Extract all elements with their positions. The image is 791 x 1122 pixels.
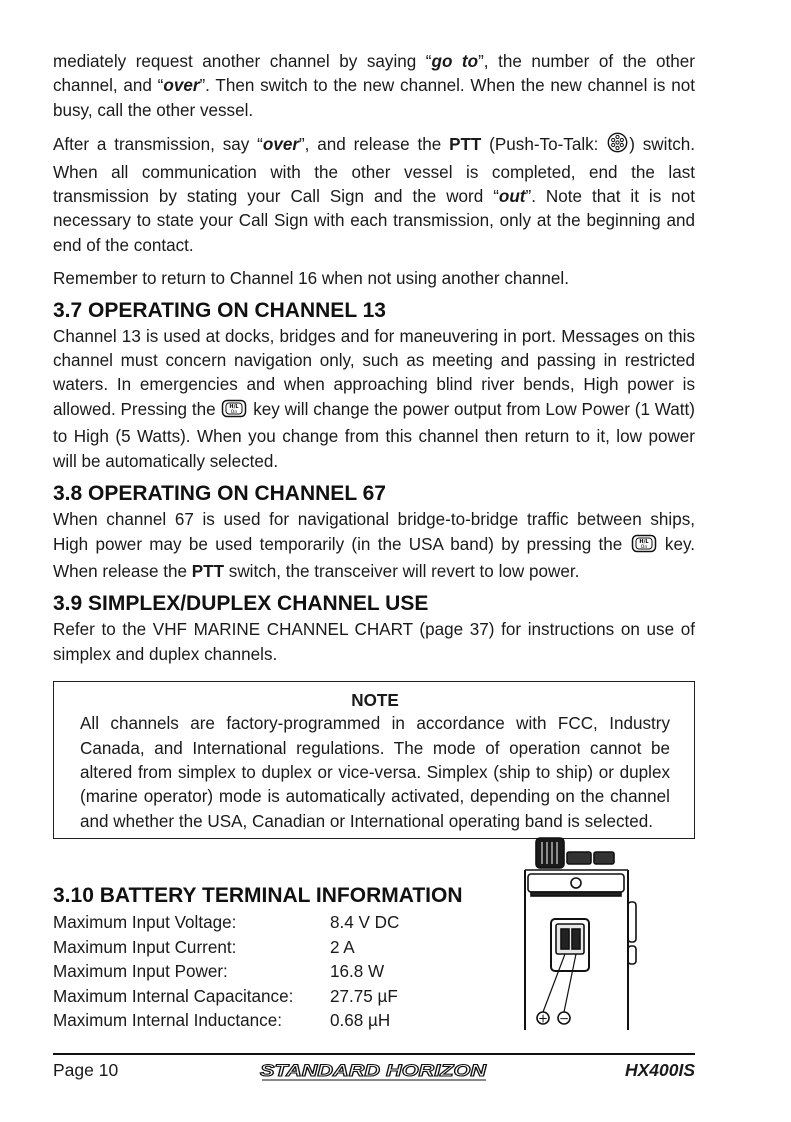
- minus-terminal-label: −: [558, 1011, 570, 1026]
- paragraph-after-transmission: After a transmission, say “over”, and release the PTT (Push-To-Talk: ) switch. When all communication with the other vessel is completed, end the last transmission by stating your Call Sign and the word “out”. Note that it is not necessary to state your Call Sign with each transmission, only at the beginning and end of the contact.: [53, 132, 695, 258]
- section-heading-3-8: 3.8 OPERATING ON CHANNEL 67: [53, 482, 386, 506]
- spec-row: [53, 985, 399, 1010]
- spec-value: 27.75 µF: [330, 986, 398, 1006]
- page-content: [53, 50, 696, 1031]
- page-number: Page 10: [53, 1060, 119, 1080]
- model-name: HX400IS: [624, 1060, 695, 1080]
- spec-label: Maximum Internal Capacitance:: [53, 986, 294, 1006]
- section-body-3-8: When channel 67 is used for navigational bridge-to-bridge traffic between ships, High power may be used temporarily (in the USA band) by pressing the H/L On key. When release the PTT switch, the transceiver will revert to low power.: [53, 510, 695, 581]
- spec-row: [53, 936, 399, 961]
- paragraph-return-channel-16: Remember to return to Channel 16 when not using another channel.: [53, 269, 569, 289]
- spec-row: [53, 1009, 399, 1034]
- note-title: NOTE: [351, 691, 399, 711]
- section-heading-3-9: 3.9 SIMPLEX/DUPLEX CHANNEL USE: [53, 592, 429, 616]
- svg-text:H/L: H/L: [639, 538, 649, 545]
- paragraph-go-to: mediately request another channel by saying “go to”, the number of the other channel, and “over”. Then switch to the new channel. When the new channel is not busy, call the other vessel.: [53, 52, 695, 120]
- section-heading-3-10: 3.10 BATTERY TERMINAL INFORMATION: [53, 884, 463, 907]
- brand-logo: [258, 1058, 490, 1089]
- battery-terminal-section: [53, 882, 513, 1034]
- spec-label: Maximum Input Current:: [53, 937, 237, 957]
- spec-label: Maximum Internal Inductance:: [53, 1011, 282, 1031]
- spec-row: [53, 911, 399, 936]
- spec-value: 2 A: [330, 937, 355, 957]
- plus-terminal-label: +: [537, 1011, 549, 1026]
- spec-value: 8.4 V DC: [330, 913, 400, 932]
- spec-value: 0.68 µH: [330, 1011, 391, 1031]
- svg-text:H/L: H/L: [229, 404, 240, 411]
- svg-text:On: On: [640, 544, 647, 550]
- spec-label: Maximum Input Voltage:: [53, 913, 237, 932]
- spec-label: Maximum Input Power:: [53, 962, 228, 982]
- svg-text:On: On: [231, 409, 238, 415]
- spec-row: [53, 960, 399, 985]
- radio-battery-terminal-illustration: [468, 834, 644, 1037]
- ptt-switch-icon: [607, 132, 628, 160]
- brand-logo-text: STANDARD HORIZON: [260, 1061, 487, 1080]
- battery-spec-table: [53, 911, 399, 1034]
- section-body-3-7: Channel 13 is used at docks, bridges and for maneuvering in port. Messages on this channel must concern navigation only, such as meeting and passing in restricted waters. In emergencies and when approaching blind river bends, High power is allowed. Pressing the H/L On key will change the power output from Low Power (1 Watt) to High (5 Watts). When you change from this channel then return to it, low power will be automatically selected.: [53, 326, 695, 471]
- note-box: [53, 681, 695, 839]
- spec-value: 16.8 W: [330, 962, 385, 982]
- section-body-3-9: Refer to the VHF MARINE CHANNEL CHART (page 37) for instructions on use of simplex and duplex channels.: [53, 620, 695, 664]
- footer-rule: [53, 1053, 695, 1055]
- note-text: All channels are factory-programmed in accordance with FCC, Industry Canada, and International regulations. The mode of operation cannot be altered from simplex to duplex or vice-versa. Simplex (ship to ship) or duplex (marine operator) mode is automatically activated, depending on the channel and whether the USA, Canadian or International operating band is selected.: [80, 714, 670, 831]
- hi-lo-key-icon: [221, 399, 247, 425]
- page-footer: [53, 1058, 695, 1084]
- section-heading-3-7: 3.7 OPERATING ON CHANNEL 13: [53, 298, 386, 322]
- hi-lo-key-icon: [631, 534, 657, 560]
